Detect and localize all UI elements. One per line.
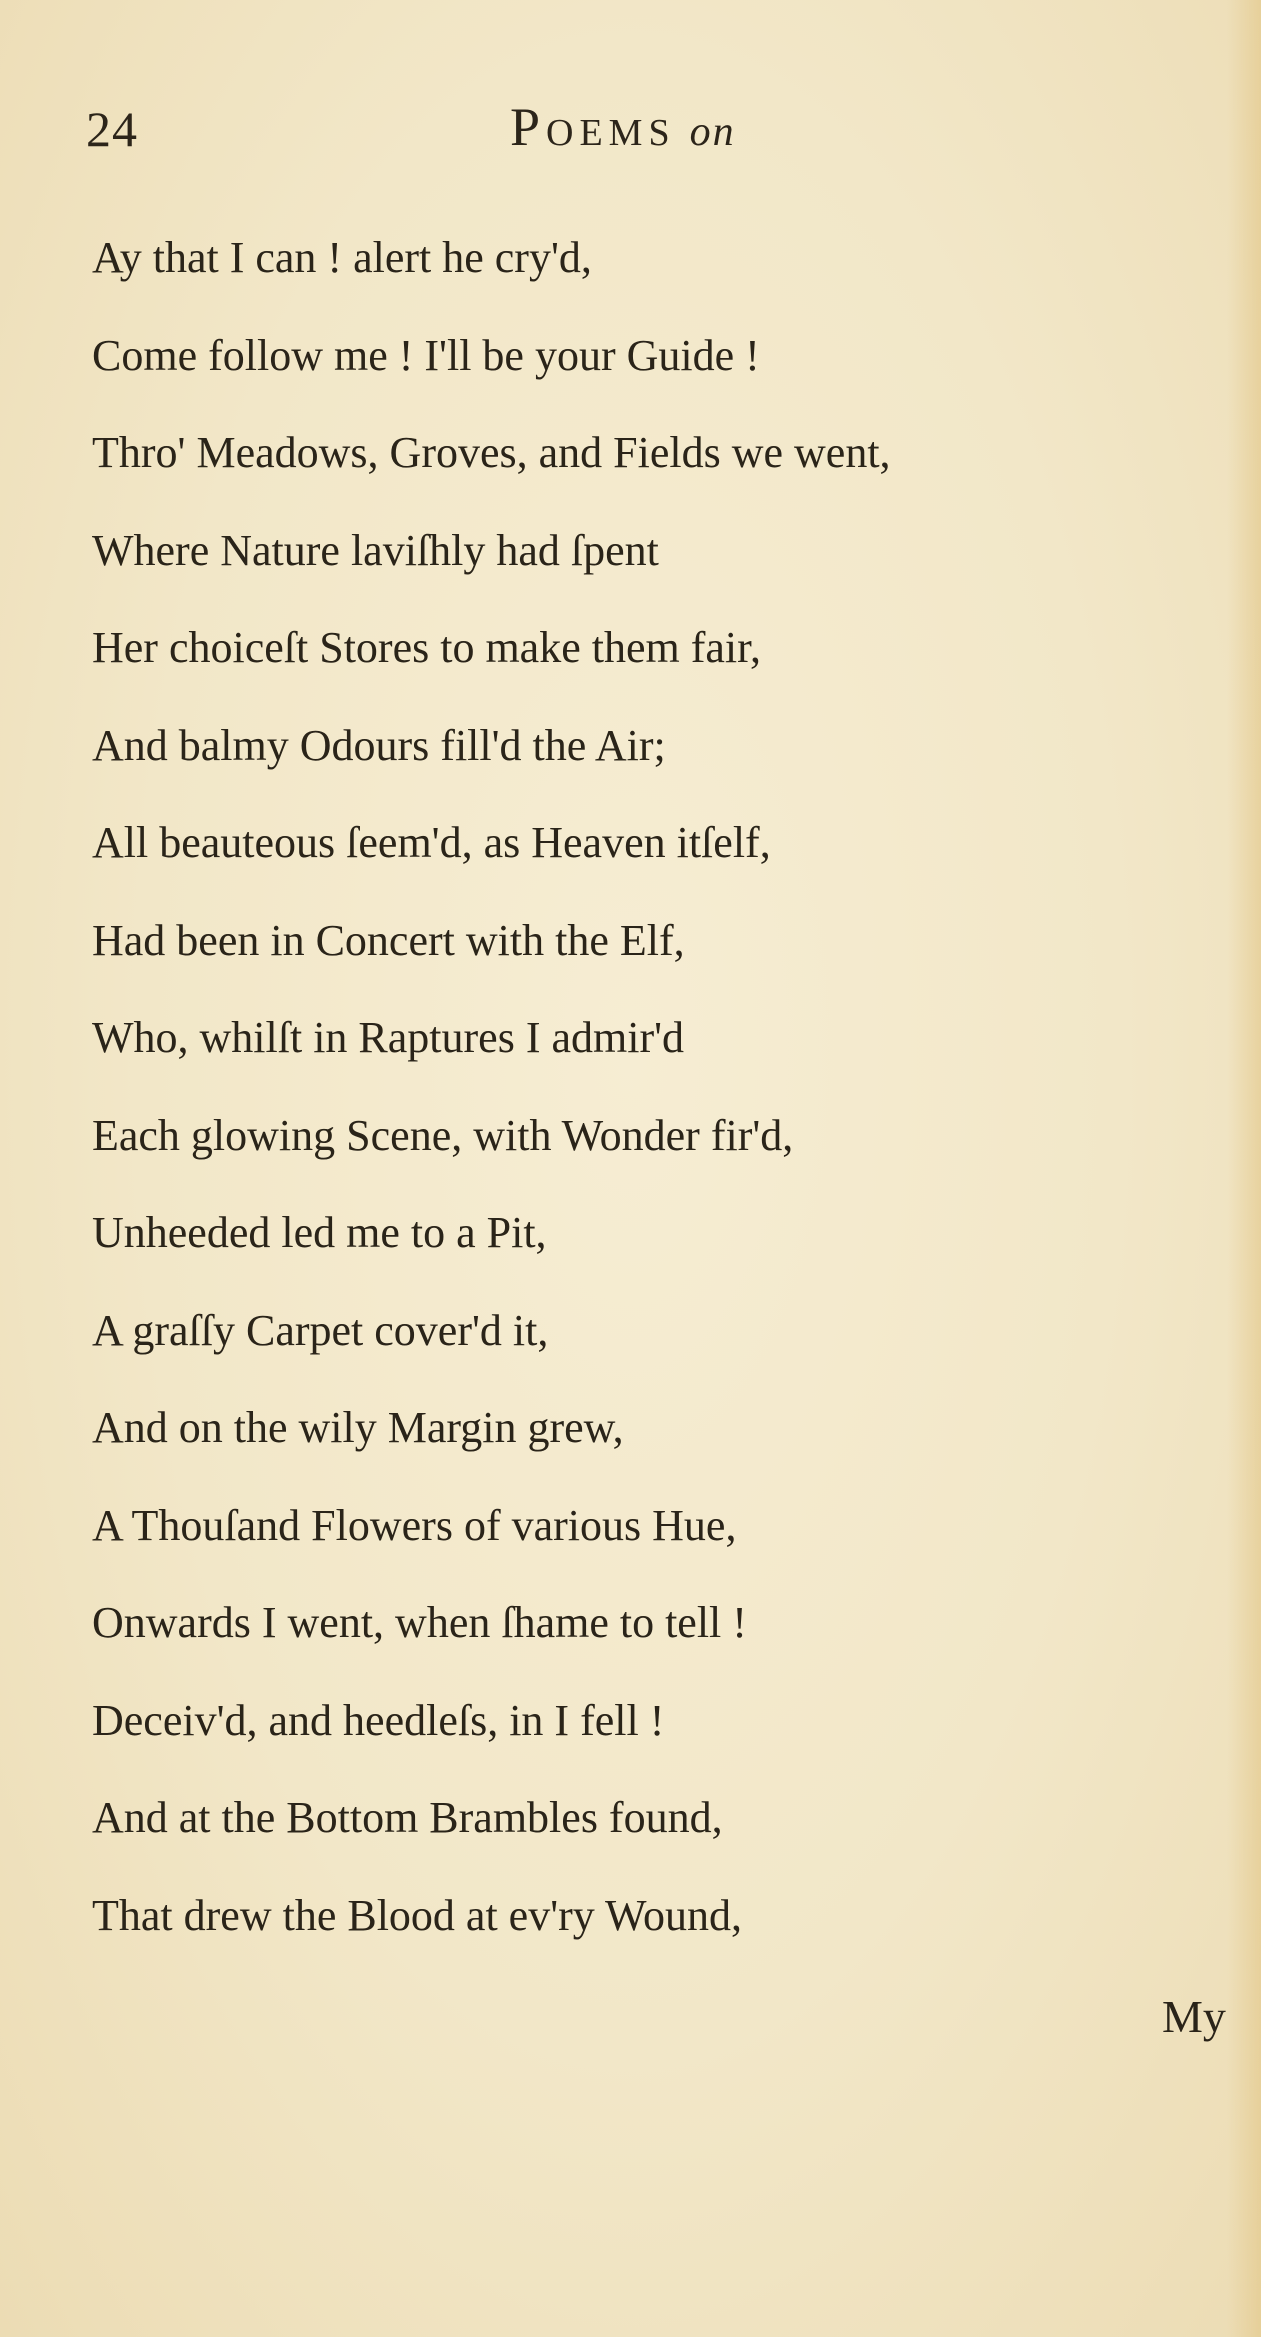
- catchword: My: [1162, 1991, 1226, 2042]
- poem-line: And on the wily Margin grew,: [92, 1403, 624, 1452]
- page-number: 24: [86, 101, 138, 157]
- poem-line: Her choiceſt Stores to make them fair,: [92, 623, 762, 672]
- poem-line: And balmy Odours fill'd the Air;: [92, 720, 666, 770]
- running-head-italic: on: [689, 109, 736, 155]
- poem-line: And at the Bottom Brambles found,: [92, 1793, 723, 1842]
- poem-line: Who, whilſt in Raptures I admir'd: [92, 1013, 685, 1062]
- poem-line: A graſſy Carpet cover'd it,: [92, 1305, 549, 1355]
- poem-line: Each glowing Scene, with Wonder fir'd,: [92, 1110, 794, 1160]
- poem-line: Ay that I can ! alert he cry'd,: [92, 233, 592, 282]
- poem-line: Onwards I went, when ſhame to tell !: [92, 1598, 747, 1647]
- poem-line: Thro' Meadows, Groves, and Fields we went,: [92, 428, 891, 477]
- poem-line: Had been in Concert with the Elf,: [92, 915, 685, 965]
- poem-line: Come follow me ! I'll be your Guide !: [92, 330, 760, 380]
- poem-line: That drew the Blood at ev'ry Wound,: [92, 1890, 742, 1940]
- poem-line: Unheeded led me to a Pit,: [92, 1208, 547, 1257]
- running-head-title: Poems: [510, 97, 676, 157]
- running-head: [510, 96, 736, 158]
- page-edge-shadow: [1227, 0, 1261, 2337]
- poem-body: [92, 228, 891, 1983]
- poem-line: A Thouſand Flowers of various Hue,: [92, 1500, 737, 1550]
- poem-line: Where Nature laviſhly had ſpent: [92, 525, 659, 575]
- poem-line: All beauteous ſeem'd, as Heaven itſelf,: [92, 818, 771, 867]
- poem-line: Deceiv'd, and heedleſs, in I fell !: [92, 1695, 665, 1745]
